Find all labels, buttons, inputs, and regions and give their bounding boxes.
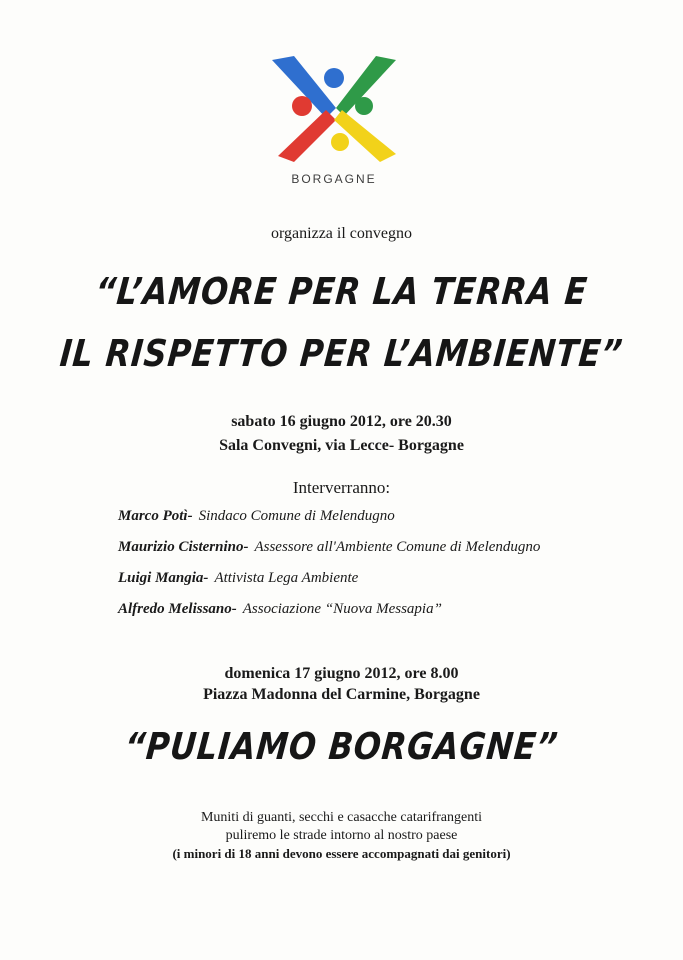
title-line-1: “L’AMORE PER LA TERRA E	[93, 270, 590, 313]
logo-wordmark: BORGAGNE	[291, 172, 377, 186]
speakers-heading: Interverranno:	[292, 478, 391, 497]
speaker-name: Marco Potì-	[118, 508, 193, 524]
speaker-name: Alfredo Melissano-	[118, 601, 237, 617]
speaker-row	[118, 601, 658, 632]
event2-place: Piazza Madonna del Carmine, Borgagne	[203, 686, 480, 703]
slogan-title: “PULIAMO BORGAGNE”	[122, 725, 561, 768]
note-line-3: (i minori di 18 anni devono essere accompagnati dai genitori)	[172, 846, 511, 861]
speaker-role: Associazione “Nuova Messapia”	[242, 601, 442, 617]
speaker-row	[118, 508, 658, 539]
title-line-2: IL RISPETTO PER L’AMBIENTE”	[58, 332, 625, 375]
note-line-2: puliremo le strade intorno al nostro paese	[225, 828, 458, 843]
speaker-row	[118, 539, 658, 570]
four-people-x-logo-icon	[264, 50, 404, 170]
speaker-role: Attivista Lega Ambiente	[214, 570, 359, 586]
speaker-name: Maurizio Cisternino-	[118, 539, 249, 555]
event1-place: Sala Convegni, via Lecce- Borgagne	[219, 437, 464, 454]
speakers-list	[118, 508, 658, 632]
speaker-row	[118, 570, 658, 601]
speaker-name: Luigi Mangia-	[118, 570, 209, 586]
note-line-1: Muniti di guanti, secchi e casacche catarifrangenti	[200, 810, 483, 825]
borgagne-logo	[264, 50, 404, 195]
speaker-role: Sindaco Comune di Melendugno	[198, 508, 395, 524]
speaker-role: Assessore all'Ambiente Comune di Melendugno	[254, 539, 541, 555]
intro-text: organizza il convegno	[271, 225, 412, 242]
event2-date: domenica 17 giugno 2012, ore 8.00	[224, 665, 459, 682]
event1-date: sabato 16 giugno 2012, ore 20.30	[231, 413, 452, 430]
